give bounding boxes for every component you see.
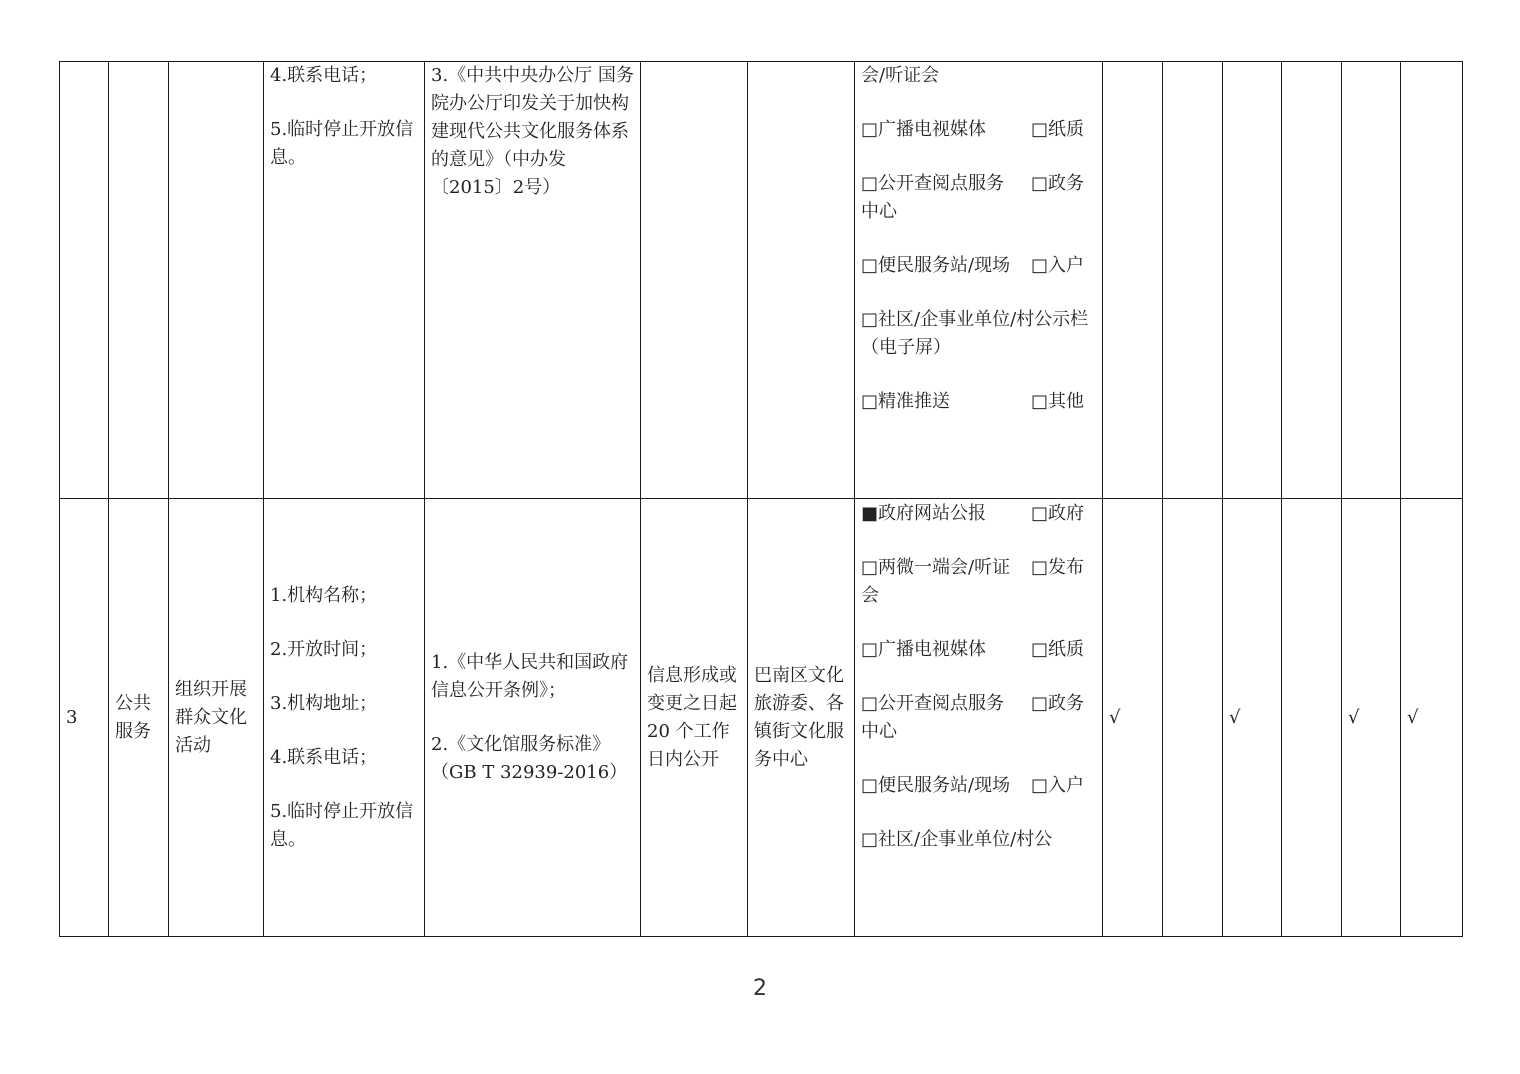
content-cell [264,499,425,937]
channel-option: □社区/企事业单位/村公示栏（电子屏） [861,309,1089,358]
channel-option: □精准推送 □其他 [861,391,1085,412]
mark-cell [1223,62,1282,499]
channels-cell [855,499,1103,937]
content-item: 4.联系电话； [270,746,378,768]
basis-text: 1.《中华人民共和国政府信息公开条例》； [431,651,629,701]
channel-option: □公开查阅点服务中心 □政务 [861,173,1085,222]
channel-option: ■政府网站公报 □政府 [861,503,1085,524]
mark-cell [1342,62,1401,499]
check-mark: √ [1103,499,1163,937]
content-item: 5.临时停止开放信息。 [270,800,414,850]
basis-text: 3.《中共中央办公厅 国务院办公厅印发关于加快构建现代公共文化服务体系的意见》（中办发〔2015〕2号） [431,65,634,198]
subject-cell [748,62,855,499]
channel-text: 会/听证会 [861,65,940,86]
check-mark: √ [1401,499,1463,937]
channel-option: □广播电视媒体 □纸质 [861,119,1085,140]
check-mark [1282,499,1342,937]
mark-cell [1401,62,1463,499]
basis-cell [425,62,641,499]
channels-cell [855,62,1103,499]
basis-cell [425,499,641,937]
category-cell: 公共服务 [109,499,169,937]
content-item: 1.机构名称； [270,584,378,606]
category-cell [109,62,169,499]
disclosure-table [59,61,1463,937]
mark-cell [1282,62,1342,499]
item-cell: 组织开展群众文化活动 [169,499,264,937]
content-item: 2.开放时间； [270,638,378,660]
table-row-3 [60,499,1463,937]
channel-option: □便民服务站/现场 □入户 [861,775,1085,796]
basis-text: 2.《文化馆服务标准》（GB T 32939-2016） [431,733,628,783]
time-limit-cell: 信息形成或变更之日起 20 个工作日内公开 [641,499,748,937]
content-item: 5.临时停止开放信息。 [270,119,414,168]
index-cell [60,62,109,499]
time-limit-cell [641,62,748,499]
mark-cell [1163,62,1223,499]
channel-option: □两微一端会/听证会 □发布 [861,557,1085,606]
table-row-continued [60,62,1463,499]
mark-cell [1103,62,1163,499]
content-item: 4.联系电话； [270,65,378,86]
index-cell: 3 [60,499,109,937]
page-number: 2 [753,976,767,1001]
channel-option: □广播电视媒体 □纸质 [861,639,1085,660]
item-cell [169,62,264,499]
channel-option: □社区/企事业单位/村公 [861,829,1053,850]
check-mark: √ [1223,499,1282,937]
content-cell [264,62,425,499]
channel-option: □公开查阅点服务中心 □政务 [861,693,1085,742]
content-item: 3.机构地址； [270,692,378,714]
check-mark [1163,499,1223,937]
subject-cell: 巴南区文化旅游委、各镇街文化服务中心 [748,499,855,937]
check-mark: √ [1342,499,1401,937]
channel-option: □便民服务站/现场 □入户 [861,255,1085,276]
